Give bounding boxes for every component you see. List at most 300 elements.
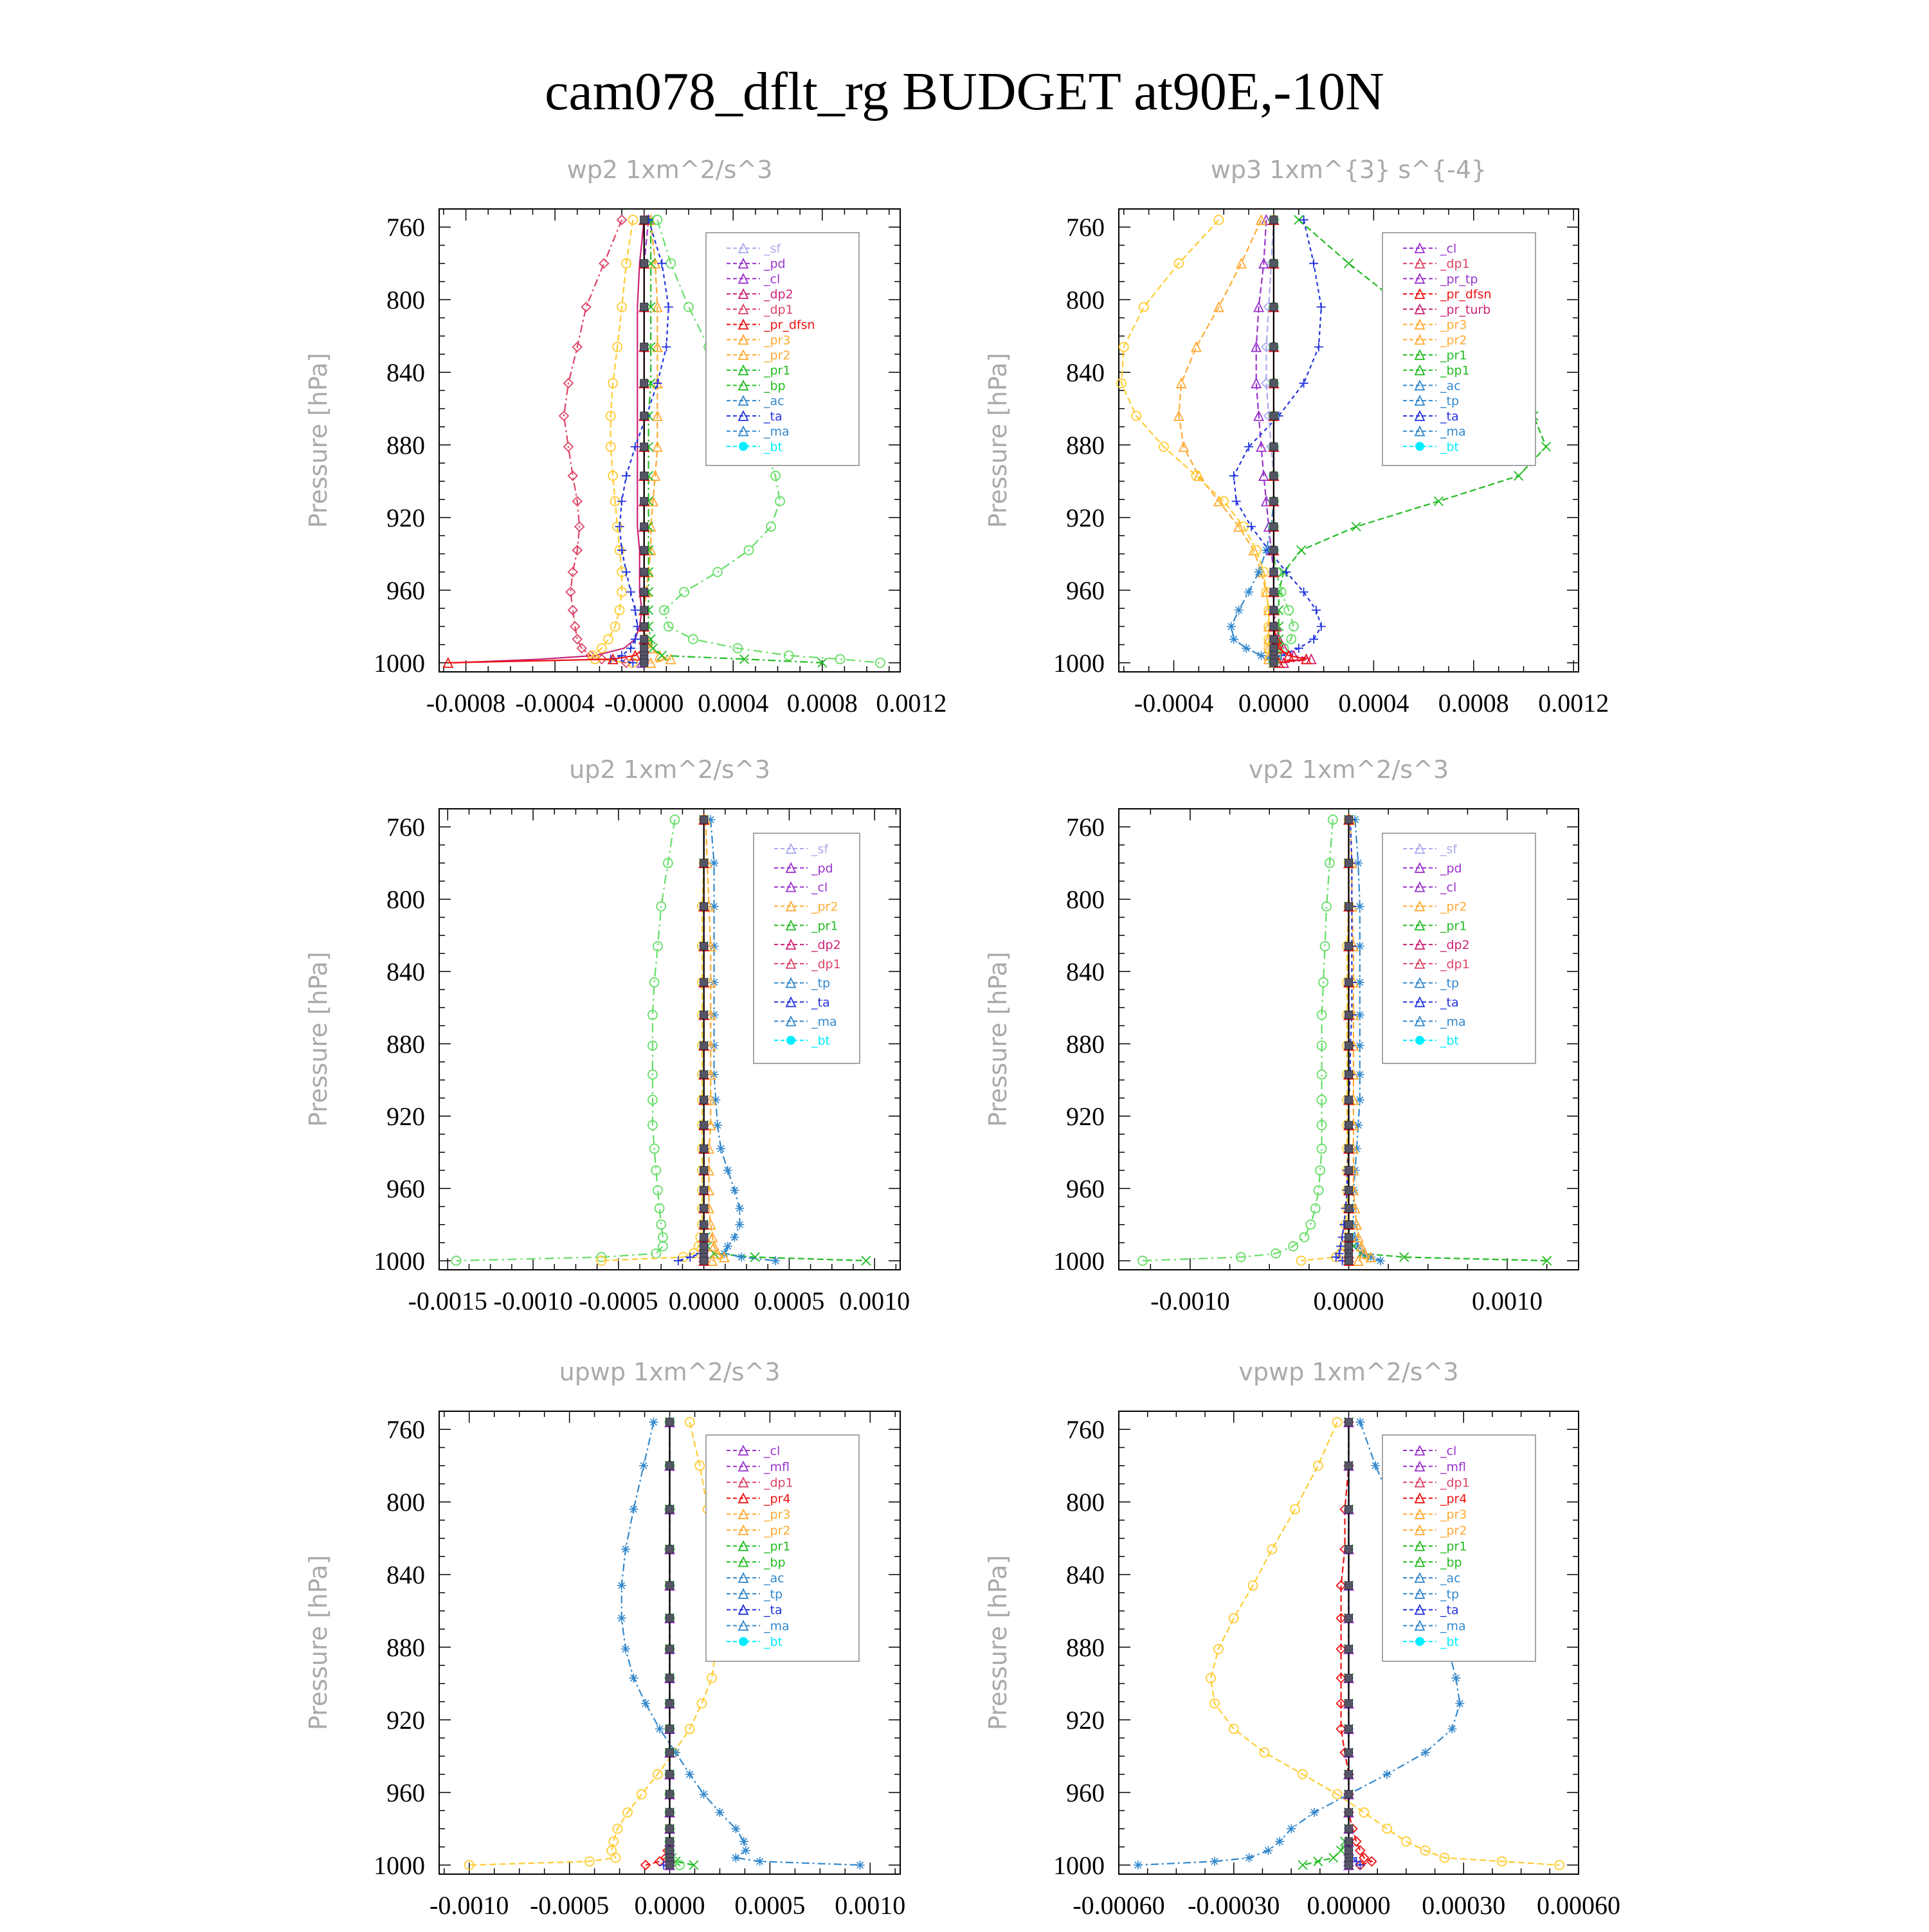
legend-label: _dp1 xyxy=(764,302,793,317)
legend-label: _bp xyxy=(764,1555,786,1570)
series-_pr4 xyxy=(1337,1418,1377,1870)
x-tick-label: 0.0004 xyxy=(1338,689,1409,718)
data-point xyxy=(715,1808,724,1817)
x-tick-label: -0.0010 xyxy=(1150,1286,1230,1315)
data-point xyxy=(1345,1505,1353,1513)
data-point xyxy=(1345,979,1353,986)
series-line xyxy=(1143,820,1333,1261)
y-tick-label: 960 xyxy=(386,575,425,605)
data-point xyxy=(1345,1614,1353,1622)
legend-label: _dp2 xyxy=(811,938,841,953)
series-_dp1 xyxy=(452,815,680,1265)
legend-label: _ma xyxy=(764,424,790,439)
legend-label: _cl xyxy=(764,1444,781,1458)
data-point xyxy=(862,1256,871,1265)
data-point xyxy=(1247,522,1256,531)
legend-label: _pr2 xyxy=(1440,1523,1467,1538)
data-point xyxy=(1191,343,1200,352)
series-_dp1 xyxy=(1138,815,1337,1265)
x-tick-label: -0.0005 xyxy=(579,1286,658,1315)
x-tick-label: 0.0005 xyxy=(734,1891,806,1920)
data-point xyxy=(685,1770,694,1779)
data-point xyxy=(640,303,648,311)
series-line xyxy=(469,1422,718,1865)
data-point xyxy=(1345,816,1353,824)
data-point xyxy=(1514,471,1523,480)
data-point xyxy=(1345,1462,1353,1470)
data-point xyxy=(640,644,648,652)
data-point xyxy=(1270,443,1278,451)
data-point xyxy=(666,1582,674,1589)
data-point xyxy=(666,1700,674,1708)
data-point xyxy=(1287,1824,1296,1833)
y-tick-label: 800 xyxy=(1066,1488,1105,1517)
x-tick-label: 0.00060 xyxy=(1537,1891,1620,1920)
legend-label: _pr_turb xyxy=(1440,302,1491,317)
data-point xyxy=(730,1232,739,1241)
data-point xyxy=(1289,622,1298,631)
legend-label: _bt xyxy=(1440,1635,1460,1650)
y-tick-label: 920 xyxy=(1066,1706,1105,1735)
legend-label: _bp1 xyxy=(1440,363,1470,378)
data-point xyxy=(1345,1725,1353,1733)
data-point xyxy=(1421,1748,1430,1757)
legend-label: _bt xyxy=(811,1034,831,1049)
data-point xyxy=(1345,1011,1353,1019)
data-point xyxy=(1309,635,1318,644)
y-tick-label: 880 xyxy=(386,431,425,460)
data-point xyxy=(1312,606,1321,615)
legend-marker xyxy=(1415,442,1424,451)
y-tick-label: 1000 xyxy=(1053,1246,1105,1276)
data-point xyxy=(1329,1854,1338,1863)
legend-label: _pr_tp xyxy=(1440,272,1478,287)
data-point xyxy=(1382,1770,1391,1779)
data-point xyxy=(1245,1854,1254,1863)
y-tick-label: 880 xyxy=(1066,1029,1105,1059)
x-tick-label: 0.0000 xyxy=(1313,1286,1384,1315)
data-point xyxy=(666,1462,674,1470)
y-tick-label: 920 xyxy=(386,1102,425,1131)
data-point xyxy=(1306,1220,1315,1229)
data-point xyxy=(1298,1861,1307,1870)
data-point xyxy=(629,1674,638,1683)
panel-vpwp xyxy=(984,1358,1620,1920)
legend-label: _mfl xyxy=(1440,1459,1466,1474)
legend-label: _pd xyxy=(764,257,786,271)
figure-title: cam078_dflt_rg BUDGET at90E,-10N xyxy=(545,62,1384,122)
data-point xyxy=(700,1070,708,1078)
data-point xyxy=(700,979,708,986)
data-point xyxy=(662,343,671,352)
x-tick-label: -0.00060 xyxy=(1073,1891,1165,1920)
data-point xyxy=(617,1581,626,1590)
y-axis-label: Pressure [hPa] xyxy=(304,952,332,1127)
panel-title: upwp 1xm^2/s^3 xyxy=(559,1358,781,1386)
data-point xyxy=(1345,1242,1353,1250)
data-point xyxy=(640,343,648,351)
x-tick-label: 0.0000 xyxy=(668,1286,739,1315)
data-point xyxy=(1317,622,1326,631)
y-tick-label: 1000 xyxy=(374,1246,425,1276)
series-_pr3 xyxy=(1269,215,1311,667)
x-tick-label: 0.0010 xyxy=(835,1891,906,1920)
legend-label: _ta xyxy=(1440,1603,1459,1618)
data-point xyxy=(737,1252,746,1261)
data-point xyxy=(1270,303,1278,311)
data-point xyxy=(640,260,648,267)
series-_ta xyxy=(659,1418,674,1870)
y-tick-label: 800 xyxy=(1066,885,1105,914)
data-point xyxy=(650,978,659,987)
legend-label: _pr2 xyxy=(764,1523,791,1538)
legend-marker xyxy=(1415,1036,1424,1045)
data-point xyxy=(697,1699,706,1708)
data-point xyxy=(756,1857,765,1866)
data-point xyxy=(1300,1232,1309,1241)
data-point xyxy=(723,1166,732,1175)
y-tick-label: 760 xyxy=(1066,213,1105,242)
data-point xyxy=(666,1645,674,1653)
legend-label: _ac xyxy=(1440,1571,1461,1586)
data-point xyxy=(1310,1808,1319,1817)
legend-label: _ma xyxy=(764,1619,790,1634)
data-point xyxy=(1345,1825,1353,1832)
legend-label: _pd xyxy=(811,861,833,876)
data-point xyxy=(666,1846,674,1854)
data-point xyxy=(1355,1418,1364,1427)
legend-label: _pr1 xyxy=(1440,1539,1467,1554)
data-point xyxy=(1270,379,1278,387)
y-tick-label: 960 xyxy=(386,1778,425,1807)
data-point xyxy=(700,1233,708,1241)
data-point xyxy=(1297,546,1306,555)
data-point xyxy=(1355,902,1364,911)
data-point xyxy=(1345,1418,1353,1426)
data-point xyxy=(1270,498,1278,505)
data-point xyxy=(1345,1837,1353,1845)
data-point xyxy=(1270,588,1278,596)
data-point xyxy=(666,1861,674,1869)
y-tick-label: 1000 xyxy=(1053,1850,1105,1880)
data-point xyxy=(622,568,631,577)
data-point xyxy=(1345,1846,1353,1854)
legend-label: _pr3 xyxy=(764,1508,791,1522)
y-tick-label: 760 xyxy=(386,813,425,842)
panel-up2 xyxy=(304,755,910,1315)
data-point xyxy=(1263,1846,1272,1855)
data-point xyxy=(666,1791,674,1798)
legend-label: _pr3 xyxy=(764,333,791,348)
data-point xyxy=(1321,942,1330,951)
x-tick-label: 0.0012 xyxy=(876,689,947,718)
data-point xyxy=(1314,1461,1323,1470)
y-tick-label: 800 xyxy=(386,885,425,914)
data-point xyxy=(1270,260,1278,267)
x-tick-label: 0.0004 xyxy=(698,689,769,718)
data-point xyxy=(1270,216,1278,224)
legend-label: _pr2 xyxy=(811,899,838,914)
data-point xyxy=(1555,1861,1564,1870)
x-tick-label: -0.0005 xyxy=(529,1891,610,1920)
y-tick-label: 800 xyxy=(1066,285,1105,315)
data-point xyxy=(640,622,648,630)
legend-label: _tp xyxy=(811,976,831,991)
data-point xyxy=(730,1186,739,1195)
legend xyxy=(754,833,860,1063)
y-axis-label: Pressure [hPa] xyxy=(984,352,1012,528)
data-point xyxy=(1134,1861,1143,1870)
data-point xyxy=(1345,1204,1353,1212)
legend-label: _dp2 xyxy=(764,287,793,302)
y-tick-label: 760 xyxy=(386,213,425,242)
data-point xyxy=(649,1418,658,1427)
data-point xyxy=(699,1790,708,1799)
data-point xyxy=(639,1461,648,1470)
data-point xyxy=(876,658,885,667)
data-point xyxy=(1232,497,1241,506)
data-point xyxy=(1242,644,1251,653)
legend xyxy=(1382,233,1535,465)
legend-label: _dp1 xyxy=(764,1476,793,1490)
data-point xyxy=(1345,1582,1353,1589)
y-tick-label: 1000 xyxy=(374,648,425,678)
legend-label: _ta xyxy=(1440,409,1459,424)
legend-label: _bt xyxy=(1440,1034,1460,1049)
data-point xyxy=(735,1220,744,1229)
data-point xyxy=(731,1854,740,1863)
data-point xyxy=(666,1418,674,1426)
legend-label: _pr3 xyxy=(1440,1508,1467,1522)
data-point xyxy=(1345,859,1353,867)
y-tick-label: 920 xyxy=(1066,1102,1105,1131)
data-point xyxy=(700,1011,708,1019)
data-point xyxy=(621,1545,630,1554)
panel-title: wp2 1xm^2/s^3 xyxy=(566,156,773,184)
data-point xyxy=(1270,412,1278,420)
data-point xyxy=(666,1614,674,1622)
data-point xyxy=(1447,1724,1456,1733)
legend-label: _cl xyxy=(1440,880,1457,895)
y-tick-label: 800 xyxy=(386,285,425,315)
data-point xyxy=(666,1837,674,1845)
legend-label: _dp1 xyxy=(1440,1476,1470,1490)
data-point xyxy=(1254,568,1263,577)
x-tick-label: 0.00030 xyxy=(1422,1891,1506,1920)
legend-label: _cl xyxy=(811,880,828,895)
series-_ta xyxy=(1229,215,1326,667)
legend-label: _pr4 xyxy=(764,1492,791,1506)
series-line xyxy=(455,220,644,663)
data-point xyxy=(1352,1837,1361,1846)
data-point xyxy=(700,1221,708,1229)
y-tick-label: 920 xyxy=(386,503,425,532)
panel-title: up2 1xm^2/s^3 xyxy=(569,755,770,784)
legend-label: _mfl xyxy=(764,1459,790,1474)
legend-label: _pd xyxy=(1440,861,1462,876)
data-point xyxy=(640,498,648,505)
x-tick-label: -0.0010 xyxy=(430,1891,509,1920)
legend-label: _sf xyxy=(764,242,781,256)
data-point xyxy=(640,588,648,596)
data-point xyxy=(649,644,658,653)
data-point xyxy=(700,1166,708,1174)
series-_pr1 xyxy=(597,815,708,1265)
legend-label: _pr4 xyxy=(1440,1492,1467,1506)
x-tick-label: -0.0010 xyxy=(493,1286,573,1315)
data-point xyxy=(1294,644,1303,653)
legend-label: _ac xyxy=(764,1571,784,1586)
legend-label: _bp xyxy=(1440,1555,1462,1570)
x-tick-label: 0.0012 xyxy=(1538,689,1609,718)
y-tick-label: 840 xyxy=(386,957,425,987)
series-line xyxy=(1301,820,1349,1261)
x-tick-label: -0.0008 xyxy=(426,689,506,718)
series-_bp xyxy=(1298,1418,1354,1870)
x-tick-label: -0.0015 xyxy=(408,1286,487,1315)
x-tick-label: 0.0000 xyxy=(1238,689,1309,718)
data-point xyxy=(680,588,689,597)
data-point xyxy=(1451,1674,1460,1683)
y-tick-label: 840 xyxy=(1066,1560,1105,1590)
data-point xyxy=(657,1220,666,1229)
x-tick-label: -0.0000 xyxy=(604,689,684,718)
data-point xyxy=(1318,1070,1327,1079)
data-point xyxy=(741,1846,750,1855)
y-tick-label: 880 xyxy=(1066,1633,1105,1663)
panel-title: wp3 1xm^{3} s^{-4} xyxy=(1210,156,1487,184)
data-point xyxy=(1236,259,1245,268)
y-axis-label: Pressure [hPa] xyxy=(304,352,332,528)
data-point xyxy=(1345,1186,1353,1194)
data-point xyxy=(640,379,648,387)
data-point xyxy=(666,1505,674,1513)
data-point xyxy=(1366,1252,1375,1261)
legend-label: _ac xyxy=(764,394,784,409)
legend-label: _pr1 xyxy=(1440,348,1467,363)
legend-label: _dp1 xyxy=(1440,257,1470,271)
legend-label: _cl xyxy=(1440,1444,1457,1458)
data-point xyxy=(1139,302,1148,311)
x-tick-label: -0.00030 xyxy=(1188,1891,1280,1920)
data-point xyxy=(1270,635,1278,643)
data-point xyxy=(631,606,640,615)
data-point xyxy=(666,1674,674,1682)
data-point xyxy=(1316,1166,1325,1175)
series-line xyxy=(1121,220,1274,663)
legend-label: _ma xyxy=(1440,1015,1466,1029)
legend-label: _pr3 xyxy=(1440,318,1467,332)
data-point xyxy=(640,443,648,451)
data-point xyxy=(1345,1674,1353,1682)
data-point xyxy=(657,651,666,660)
legend xyxy=(1382,1435,1535,1661)
data-point xyxy=(1345,1546,1353,1553)
series-_cl xyxy=(444,215,649,667)
legend xyxy=(706,1435,859,1661)
legend-label: _cl xyxy=(1440,242,1457,256)
y-tick-label: 1000 xyxy=(374,1850,425,1880)
legend-label: _pr_dfsn xyxy=(764,318,815,332)
data-point xyxy=(664,302,673,311)
data-point xyxy=(651,1249,660,1258)
legend-label: _tp xyxy=(764,1587,783,1602)
series-_bt xyxy=(666,1418,674,1869)
series-_bt xyxy=(700,816,708,1265)
data-point xyxy=(1227,622,1236,631)
data-point xyxy=(1541,442,1550,451)
data-point xyxy=(1345,1791,1353,1798)
data-point xyxy=(1229,471,1238,480)
series-line xyxy=(457,820,675,1261)
data-point xyxy=(640,523,648,530)
series-line xyxy=(593,220,633,663)
series-_cl xyxy=(1262,215,1278,667)
data-point xyxy=(640,412,648,420)
data-point xyxy=(629,1504,638,1513)
data-point xyxy=(700,943,708,950)
legend-label: _bp xyxy=(764,379,786,393)
data-point xyxy=(1270,343,1278,351)
data-point xyxy=(700,1242,708,1250)
y-tick-label: 840 xyxy=(1066,957,1105,987)
data-point xyxy=(1345,1221,1353,1229)
data-point xyxy=(1235,606,1244,615)
data-point xyxy=(640,635,648,643)
data-point xyxy=(735,1204,744,1213)
data-point xyxy=(640,546,648,554)
data-point xyxy=(1345,903,1353,910)
data-point xyxy=(1455,1699,1464,1708)
legend-label: _sf xyxy=(811,842,829,856)
legend-label: _tp xyxy=(1440,1587,1460,1602)
data-point xyxy=(700,1186,708,1194)
data-point xyxy=(700,1096,708,1104)
data-point xyxy=(1300,215,1309,224)
y-tick-label: 840 xyxy=(386,358,425,388)
legend-label: _pr_dfsn xyxy=(1440,287,1492,302)
legend-marker xyxy=(786,1036,795,1045)
data-point xyxy=(666,1825,674,1832)
data-point xyxy=(700,903,708,910)
data-point xyxy=(1345,1771,1353,1778)
y-tick-label: 840 xyxy=(1066,358,1105,388)
y-tick-label: 760 xyxy=(386,1415,425,1445)
y-tick-label: 800 xyxy=(386,1488,425,1517)
data-point xyxy=(622,471,631,480)
legend-label: _bt xyxy=(1440,440,1460,455)
data-point xyxy=(666,1546,674,1553)
panels-group xyxy=(304,156,1620,1920)
legend-label: _pr1 xyxy=(811,919,838,934)
data-point xyxy=(1345,1145,1353,1153)
data-point xyxy=(1345,1861,1353,1869)
data-point xyxy=(1270,523,1278,530)
data-point xyxy=(1345,1809,1353,1816)
data-point xyxy=(766,522,775,531)
data-point xyxy=(655,1724,664,1733)
data-point xyxy=(1314,343,1323,352)
data-point xyxy=(1309,259,1318,268)
y-tick-label: 880 xyxy=(1066,431,1105,460)
panel-wp2 xyxy=(304,156,946,718)
data-point xyxy=(716,1144,725,1153)
y-tick-label: 920 xyxy=(386,1706,425,1735)
panel-upwp xyxy=(304,1358,905,1920)
y-axis-label: Pressure [hPa] xyxy=(984,952,1012,1127)
series-line xyxy=(1179,220,1274,663)
data-point xyxy=(1322,902,1331,911)
